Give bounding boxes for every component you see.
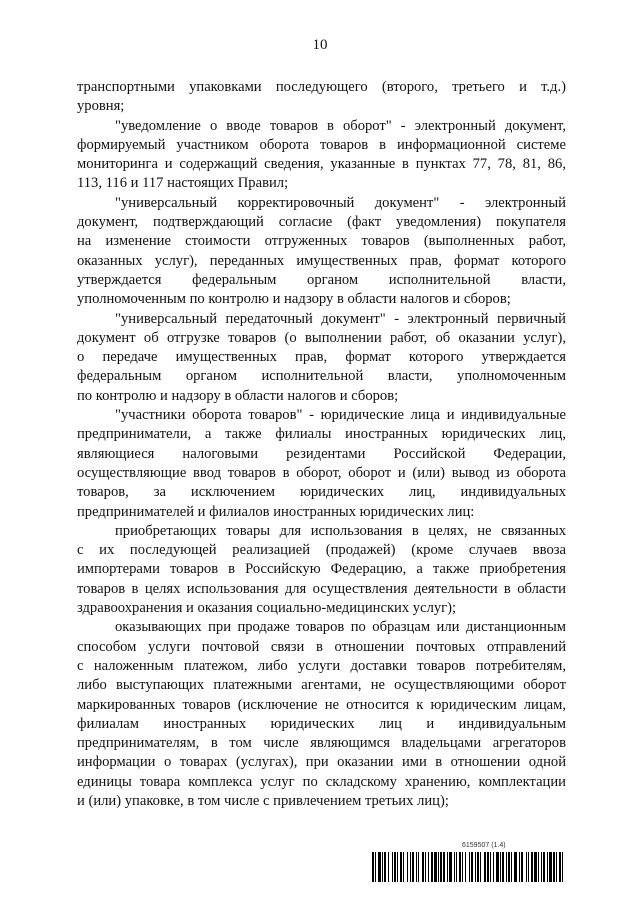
text-line: приобретающих товары для использования в целях, не связанных <box>115 522 566 539</box>
text-line: способом услуги почтовой связи в отношении почтовых отправлений <box>77 638 566 655</box>
barcode-bar <box>484 852 486 882</box>
barcode-bar <box>443 852 445 882</box>
barcode-bar <box>475 852 476 882</box>
barcode-bar <box>471 852 473 882</box>
page-number: 10 <box>312 37 328 53</box>
text-line: утверждается федеральным органом исполнительной власти, <box>77 271 566 288</box>
text-line: здравоохранения и оказания социально-медицинских услуг); <box>77 600 457 617</box>
barcode-bar <box>388 852 389 882</box>
barcode-bar <box>521 852 523 882</box>
barcode-bar <box>547 852 548 882</box>
text-line: на изменение стоимости отгруженных товаров (выполненных работ, <box>77 233 566 250</box>
document-code: 6159507 (1.4) <box>462 842 506 849</box>
barcode-bar <box>477 852 479 882</box>
text-line: являющиеся налоговыми резидентами Российской Федерации, <box>77 445 566 462</box>
barcode-bar <box>506 852 507 882</box>
barcode <box>372 852 564 882</box>
barcode-bar <box>480 852 481 882</box>
barcode-bar <box>538 852 539 882</box>
barcode-bar <box>400 852 402 882</box>
barcode-bar <box>382 852 383 882</box>
barcode-bar <box>440 852 442 882</box>
barcode-bar <box>553 852 555 882</box>
barcode-bar <box>502 852 504 882</box>
barcode-bar <box>454 852 455 882</box>
text-line: документ об отгрузке товаров (о выполнении работ, об оказании услуг), <box>77 329 566 346</box>
barcode-bar <box>392 852 393 882</box>
barcode-bar <box>543 852 545 882</box>
barcode-bar <box>514 852 517 882</box>
barcode-bar <box>431 852 433 882</box>
barcode-bar <box>412 852 414 882</box>
text-line: уровня; <box>77 98 125 115</box>
text-line: оказанных услуг), переданных имущественных прав, формат которого <box>77 252 566 269</box>
barcode-bar <box>422 852 424 882</box>
barcode-bar <box>447 852 448 882</box>
text-line: с их последующей реализацией (продажей) (кроме случаев ввоза <box>77 542 566 559</box>
text-line: оказывающих при продаже товаров по образцам или дистанционным <box>115 619 566 636</box>
text-line: формируемый участником оборота товаров в информационной системе <box>77 136 566 153</box>
barcode-bar <box>519 852 520 882</box>
text-line: товаров, за исключением юридических лиц, индивидуальных <box>77 484 566 501</box>
barcode-bar <box>425 852 426 882</box>
barcode-bar <box>375 852 376 882</box>
barcode-bar <box>469 852 470 882</box>
barcode-bar <box>556 852 557 882</box>
text-line: филиалам иностранных юридических лиц и индивидуальным <box>77 715 566 732</box>
barcode-bar <box>500 852 501 882</box>
barcode-bar <box>403 852 404 882</box>
barcode-bar <box>508 852 510 882</box>
text-line: "участники оборота товаров" - юридические лица и индивидуальные <box>115 407 566 424</box>
barcode-bar <box>416 852 417 882</box>
text-line: транспортными упаковками последующего (второго, третьего и т.д.) <box>77 79 566 95</box>
text-line: документ, подтверждающий согласие (факт уведомления) покупателя <box>77 214 566 231</box>
barcode-bar <box>378 852 381 882</box>
text-line: федеральным органом исполнительной власти, уполномоченным <box>77 368 566 385</box>
barcode-bar <box>410 852 411 882</box>
barcode-bar <box>462 852 463 882</box>
text-line: товаров в целях использования для осуществления деятельности в области <box>77 580 566 597</box>
text-line: 113, 116 и 117 настоящих Правил; <box>77 175 289 192</box>
text-line: либо выступающих платежными агентами, не осуществляющими оборот <box>77 677 566 694</box>
barcode-bar <box>456 852 457 882</box>
barcode-bar <box>384 852 386 882</box>
barcode-bar <box>562 852 563 882</box>
text-line: предприниматели, а также филиалы иностранных юридических лиц, <box>77 426 566 443</box>
barcode-bar <box>394 852 396 882</box>
text-line: единицы товара комплекса услуг по складскому хранению, комплектации <box>77 773 566 790</box>
text-line: маркированных товаров (исключение не относится к юридическим лицам, <box>77 696 566 713</box>
barcode-bar <box>449 852 452 882</box>
text-line: предпринимателей и филиалов иностранных юридических лиц: <box>77 503 475 520</box>
text-line: "уведомление о вводе товаров в оборот" - электронный документ, <box>115 117 566 134</box>
document-body <box>77 78 566 811</box>
barcode-bar <box>534 852 537 882</box>
text-line: по контролю и надзору в области налогов и сборов; <box>77 387 399 404</box>
text-line: о передаче имущественных прав, формат которого утверждается <box>77 349 566 366</box>
barcode-bar <box>465 852 466 882</box>
text-line: уполномоченным по контролю и надзору в области налогов и сборов; <box>77 291 511 308</box>
barcode-bar <box>531 852 533 882</box>
barcode-bar <box>459 852 461 882</box>
text-line: информации о товарах (услугах), при оказании ими в отношении одной <box>77 754 566 771</box>
text-line: "универсальный корректировочный документ" - электронный <box>115 194 566 211</box>
barcode-bar <box>397 852 398 882</box>
barcode-bar <box>511 852 512 882</box>
text-line: предпринимателям, в том числе являющимся владельцами агрегаторов <box>77 735 566 752</box>
text-line: импортерами товаров в Российскую Федерацию, а также приобретения <box>77 561 566 578</box>
barcode-bar <box>549 852 552 882</box>
barcode-bar <box>528 852 529 882</box>
barcode-bar <box>418 852 419 882</box>
barcode-bar <box>407 852 408 882</box>
text-line: и (или) упаковке, в том числе с привлечением третьих лиц); <box>77 792 449 809</box>
barcode-bar <box>490 852 491 882</box>
barcode-bar <box>493 852 494 882</box>
text-line: с наложенным платежом, либо услуги доставки товаров потребителям, <box>77 657 566 674</box>
barcode-bar <box>372 852 374 882</box>
barcode-bar <box>559 852 561 882</box>
text-line: мониторинга и содержащий сведения, указанные в пунктах 77, 78, 81, 86, <box>77 156 566 173</box>
text-line: "универсальный передаточный документ" - электронный первичный <box>115 310 566 327</box>
text-line: осуществляющие ввод товаров в оборот, оборот и (или) вывод из оборота <box>77 464 566 481</box>
barcode-bar <box>496 852 499 882</box>
barcode-bar <box>428 852 429 882</box>
barcode-bar <box>526 852 527 882</box>
barcode-bar <box>541 852 542 882</box>
barcode-bar <box>487 852 489 882</box>
barcode-bar <box>434 852 437 882</box>
barcode-bar <box>438 852 439 882</box>
